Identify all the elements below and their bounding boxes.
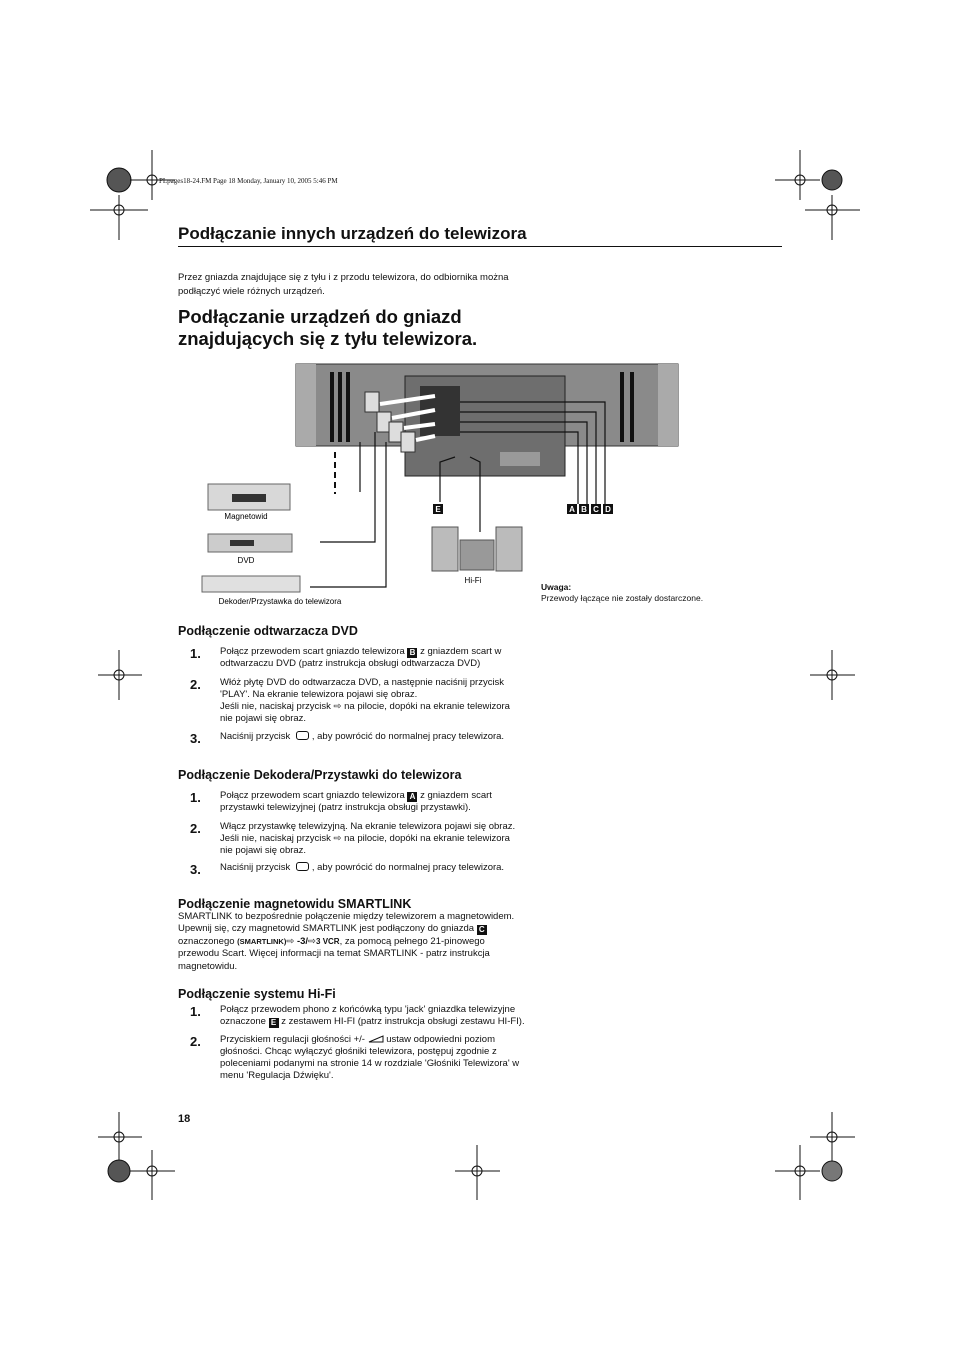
smartlink-text: SMARTLINK to bezpośrednie połączenie między telewizorem a magnetowidem. Upewnij się, czy magnetowid SMARTLINK jest podłączony do gniazda C oznaczonego (SMARTLINK)⇨ -3/⇨3 VCR, za pomocą pełnego 21-pinowego przewodu Scart. Więcej informacji na temat SMARTLINK - patrz instrukcja magnetowidu. xyxy=(178,911,515,972)
socket-box-a: A xyxy=(407,792,417,802)
step-number: 2. xyxy=(190,677,201,692)
tv-button-icon xyxy=(296,731,309,740)
vcr-label: Magnetowid xyxy=(224,512,268,521)
file-header-note: PLpages18-24.FM Page 18 Monday, January 10, 2005 5:46 PM xyxy=(159,177,338,185)
step-text: Włącz przystawkę telewizyjną. Na ekranie telewizora pojawi się obraz. Jeśli nie, naciskaj przycisk ⇨ na pilocie, dopóki na ekranie telewizora nie pojawi się obraz. xyxy=(220,821,516,856)
intro-line: Przez gniazda znajdujące się z tyłu i z przodu telewizora, do odbiornika można xyxy=(178,272,509,283)
label-e: E xyxy=(435,505,441,514)
hifi-label: Hi-Fi xyxy=(464,576,482,585)
decoder-device xyxy=(202,576,300,592)
scart-input-icon: ⇨ xyxy=(286,935,295,947)
step-number: 2. xyxy=(190,821,201,836)
hifi-device xyxy=(432,527,522,571)
step-number: 3. xyxy=(190,862,201,877)
socket-box-c: C xyxy=(477,925,487,935)
step-text: Przyciskiem regulacji głośności +/- ustaw odpowiedni poziom głośności. Chcąc wyłączyć głośniki telewizora, postępuj zgodnie z poleceniami podanymi na stronie 14 w rozdziale 'Głośniki Telewizora' w menu 'Regulacja Dźwięku'. xyxy=(220,1034,520,1081)
note xyxy=(541,582,703,604)
decoder-label: Dekoder/Przystawka do telewizora xyxy=(218,597,342,606)
page-number: 18 xyxy=(178,1113,191,1125)
tv-button-icon xyxy=(296,862,309,871)
dvd-heading: Podłączenie odtwarzacza DVD xyxy=(178,624,358,638)
volume-icon xyxy=(368,1035,384,1043)
step-text: Połącz przewodem phono z końcówką typu 'jack' gniazdka telewizyjne oznaczone E z zestawem HI-FI (patrz instrukcja obsługi zestawu HI-FI). xyxy=(220,1004,525,1027)
step-text: Połącz przewodem scart gniazdo telewizora A z gniazdem scart przystawki telewizyjnej (patrz instrukcja obsługi przystawki). xyxy=(220,790,492,813)
scart-input-icon: ⇨ xyxy=(308,935,317,947)
section-title xyxy=(178,306,738,350)
hifi-heading: Podłączenie systemu Hi-Fi xyxy=(178,987,336,1001)
dvd-label: DVD xyxy=(237,556,255,565)
smartlink-heading: Podłączenie magnetowidu SMARTLINK xyxy=(178,897,412,911)
label-c: C xyxy=(593,505,599,514)
input-source-icon: ⇨ xyxy=(333,833,342,844)
intro-line: podłączyć wiele różnych urządzeń. xyxy=(178,286,325,297)
step-text: Połącz przewodem scart gniazdo telewizora B z gniazdem scart w odtwarzaczu DVD (patrz instrukcja obsługi odtwarzacza DVD) xyxy=(220,646,502,669)
step-text: Naciśnij przycisk , aby powrócić do normalnej pracy telewizora. xyxy=(220,862,505,873)
intro-text xyxy=(178,271,558,299)
socket-box-e: E xyxy=(269,1018,279,1028)
step-text: Naciśnij przycisk , aby powrócić do normalnej pracy telewizora. xyxy=(220,731,505,742)
section-title-line: Podłączanie urządzeń do gniazd xyxy=(178,306,462,327)
dvd-device xyxy=(208,534,292,552)
note-text: Przewody łączące nie zostały dostarczone. xyxy=(541,593,704,603)
note-heading: Uwaga: xyxy=(541,582,572,592)
step-number: 1. xyxy=(190,646,201,661)
step-number: 3. xyxy=(190,731,201,746)
input-source-icon: ⇨ xyxy=(333,701,342,712)
decoder-heading: Podłączenie Dekodera/Przystawki do telewizora xyxy=(178,768,462,782)
socket-box-b: B xyxy=(407,648,417,658)
label-a: A xyxy=(569,505,575,514)
step-number: 2. xyxy=(190,1034,201,1049)
step-number: 1. xyxy=(190,1004,201,1019)
section-title-line: znajdujących się z tyłu telewizora. xyxy=(178,328,478,349)
connection-diagram xyxy=(200,362,730,612)
label-d: D xyxy=(605,505,611,514)
vcr-device xyxy=(208,484,290,510)
step-number: 1. xyxy=(190,790,201,805)
label-b: B xyxy=(581,505,587,514)
page-title: Podłączanie innych urządzeń do telewizora xyxy=(178,224,782,247)
step-text: Włóż płytę DVD do odtwarzacza DVD, a następnie naciśnij przycisk 'PLAY'. Na ekranie telewizora pojawi się obraz. Jeśli nie, naciskaj przycisk ⇨ na pilocie, dopóki na ekranie telewizora nie pojawi się obraz. xyxy=(220,677,510,724)
